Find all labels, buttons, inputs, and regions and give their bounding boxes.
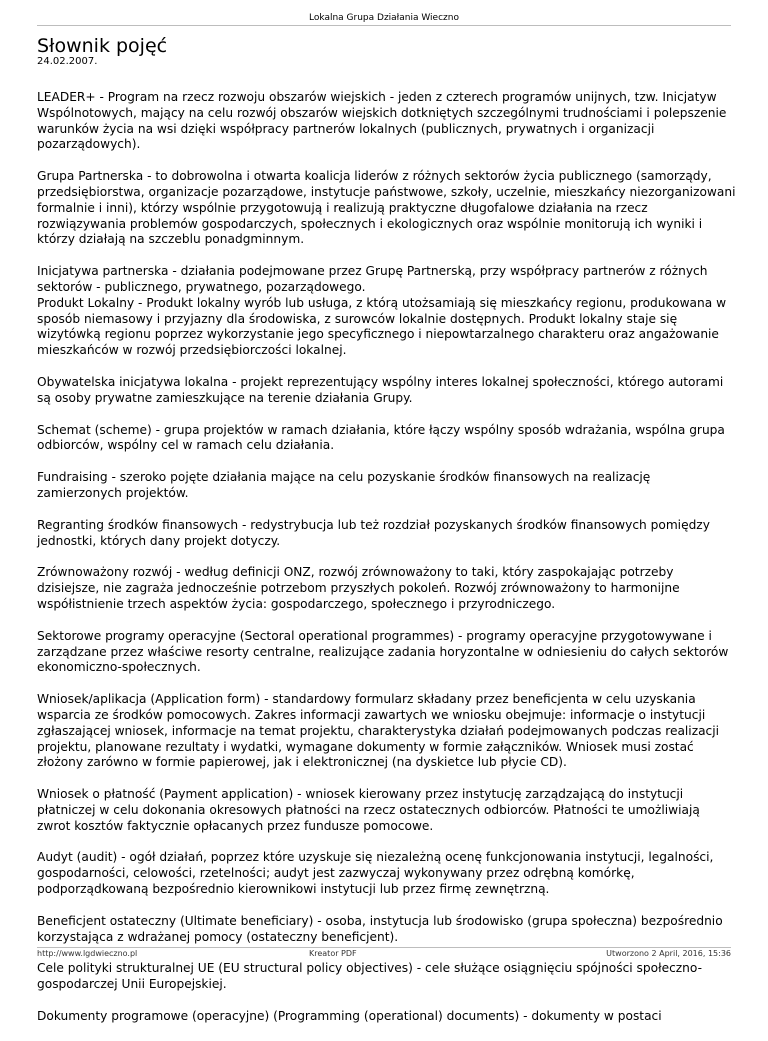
page-header: Lokalna Grupa Działania Wieczno: [309, 13, 459, 23]
glossary-entry: [37, 961, 737, 993]
entry-text: Obywatelska inicjatywa lokalna - projekt reprezentujący wspólny interes lokalnej społeczności, którego autorami są osoby prywatne zamieszkujące na terenie działania Grupy.: [37, 374, 724, 405]
glossary-entry: [37, 629, 737, 676]
glossary-entry: [37, 565, 737, 612]
entry-text: Produkt Lokalny - Produkt lokalny wyrób lub usługa, z którą utożsamiają się mieszkańcy regionu, produkowana w sposób niemasowy i przyjazny dla środowiska, z surowców lokalnie dostępnych. Produkt lokalny staje się wizytówką regionu poprzez wykorzystanie jego specyficznego i niepowtarzalnego charakteru oraz angażowanie mieszkańców w rozwój przedsiębiorczości lokalnej.: [37, 295, 727, 358]
header-divider: [37, 25, 731, 26]
glossary-entry: [37, 470, 737, 502]
footer-created-date: Utworzono 2 April, 2016, 15:36: [606, 949, 731, 958]
document-title: Słownik pojęć: [37, 35, 168, 57]
glossary-entry: [37, 914, 737, 946]
entry-text: Wniosek/aplikacja (Application form) - standardowy formularz składany przez beneficjenta w celu uzyskania wsparcia ze środków pomocowych. Zakres informacji zawartych we wniosku obejmuje: informacje o instytucji zgłaszającej wniosek, informacje na temat projektu, charakterystyka działań podejmowanych podczas realizacji projektu, planowane rezultaty i wydatki, wymagane dokumenty w formie załączników. Wniosek musi zostać złożony zarówno w formie papierowej, jak i elektronicznej (na dyskietce lub płycie CD).: [37, 692, 720, 770]
glossary-entry: [37, 518, 737, 550]
page-footer: [37, 949, 731, 961]
glossary-entry: [37, 90, 737, 153]
glossary-entry: [37, 423, 737, 455]
entry-text: Zrównoważony rozwój - według definicji ONZ, rozwój zrównoważony to taki, który zaspokajając potrzeby dzisiejsze, nie zagraża jednocześnie potrzebom przyszłych pokoleń. Rozwój zrównoważony to harmonijne współistnienie trzech aspektów życia: gospodarczego, społecznego i przyrodniczego.: [37, 565, 680, 611]
entry-text: LEADER+ - Program na rzecz rozwoju obszarów wiejskich - jeden z czterech programów unijnych, tzw. Inicjatyw Wspólnotowych, mający na celu rozwój obszarów wiejskich dotkniętych szczególnymi trudnościami i polepszenie warunków życia na wsi dzięki współpracy partnerów lokalnych (publicznych, prywatnych i organizacji pozarządowych).: [37, 90, 727, 152]
entry-text: Inicjatywa partnerska - działania podejmowane przez Grupę Partnerską, przy współpracy partnerów z różnych sektorów - publicznego, prywatnego, pozarządowego.: [37, 264, 708, 294]
document-date: 24.02.2007.: [37, 56, 98, 67]
glossary-entry: [37, 169, 737, 248]
glossary-entry: [37, 264, 737, 359]
entry-text: Regranting środków finansowych - redystrybucja lub też rozdział pozyskanych środków finansowych pomiędzy jednostki, których dany projekt dotyczy.: [37, 517, 710, 548]
entry-text: Sektorowe programy operacyjne (Sectoral operational programmes) - programy operacyjne przygotowywane i zarządzane przez właściwe resorty centralne, realizujące zadania horyzontalne w odniesieniu do całych sektorów ekonomiczno-społecznych.: [37, 628, 729, 675]
footer-divider: [37, 947, 731, 948]
glossary-entry: [37, 850, 737, 897]
glossary-entry: [37, 692, 737, 771]
entry-text: Wniosek o płatność (Payment application) - wniosek kierowany przez instytucję zarządzającą do instytucji płatniczej w celu dokonania okresowych płatności na rzecz ostatecznych odbiorców. Płatności te umożliwiają zwrot kosztów faktycznie opłacanych przez fundusze pomocowe.: [37, 787, 700, 833]
glossary-entry: [37, 1009, 737, 1025]
entry-text: Grupa Partnerska - to dobrowolna i otwarta koalicja liderów z różnych sektorów życia publicznego (samorządy, przedsiębiorstwa, organizacje pozarządowe, instytucje państwowe, szkoły, uczelnie, mieszkańcy niezorganizowani formalnie i inni), którzy wspólnie przygotowują i realizują praktyczne długofalowe działania na rzecz rozwiązywania problemów gospodarczych, społecznych i ekologicznych oraz wspólnie monitorują ich wyniki i którzy działają na szczeblu ponadgminnym.: [37, 169, 736, 247]
entry-text: Cele polityki strukturalnej UE (EU structural policy objectives) - cele służące osiągnięciu spójności społeczno-gospodarczej Unii Europejskiej.: [37, 961, 702, 992]
footer-url: http://www.lgdwieczno.pl: [37, 949, 138, 958]
footer-generator: Kreator PDF: [309, 949, 357, 958]
glossary-entry: [37, 787, 737, 834]
glossary-content: [37, 90, 737, 1041]
glossary-entry: [37, 375, 737, 407]
entry-text: Audyt (audit) - ogół działań, poprzez które uzyskuje się niezależną ocenę funkcjonowania instytucji, legalności, gospodarności, celowości, rzetelności; audyt jest zazwyczaj wykonywany przez odrębną komórkę, podporządkowaną bezpośrednio kierownikowi instytucji lub przez firmę zewnętrzną.: [37, 850, 714, 897]
entry-text: Beneficjent ostateczny (Ultimate beneficiary) - osoba, instytucja lub środowisko (grupa społeczna) bezpośrednio korzystająca z wdrażanej pomocy (ostateczny beneficjent).: [37, 913, 723, 944]
entry-text: Dokumenty programowe (operacyjne) (Programming (operational) documents) - dokumenty w postaci: [37, 1009, 662, 1024]
entry-text: Schemat (scheme) - grupa projektów w ramach działania, które łączy wspólny sposób wdrażania, wspólna grupa odbiorców, wspólny cel w ramach celu działania.: [37, 422, 725, 453]
entry-text: Fundraising - szeroko pojęte działania mające na celu pozyskanie środków finansowych na realizację zamierzonych projektów.: [37, 470, 651, 500]
